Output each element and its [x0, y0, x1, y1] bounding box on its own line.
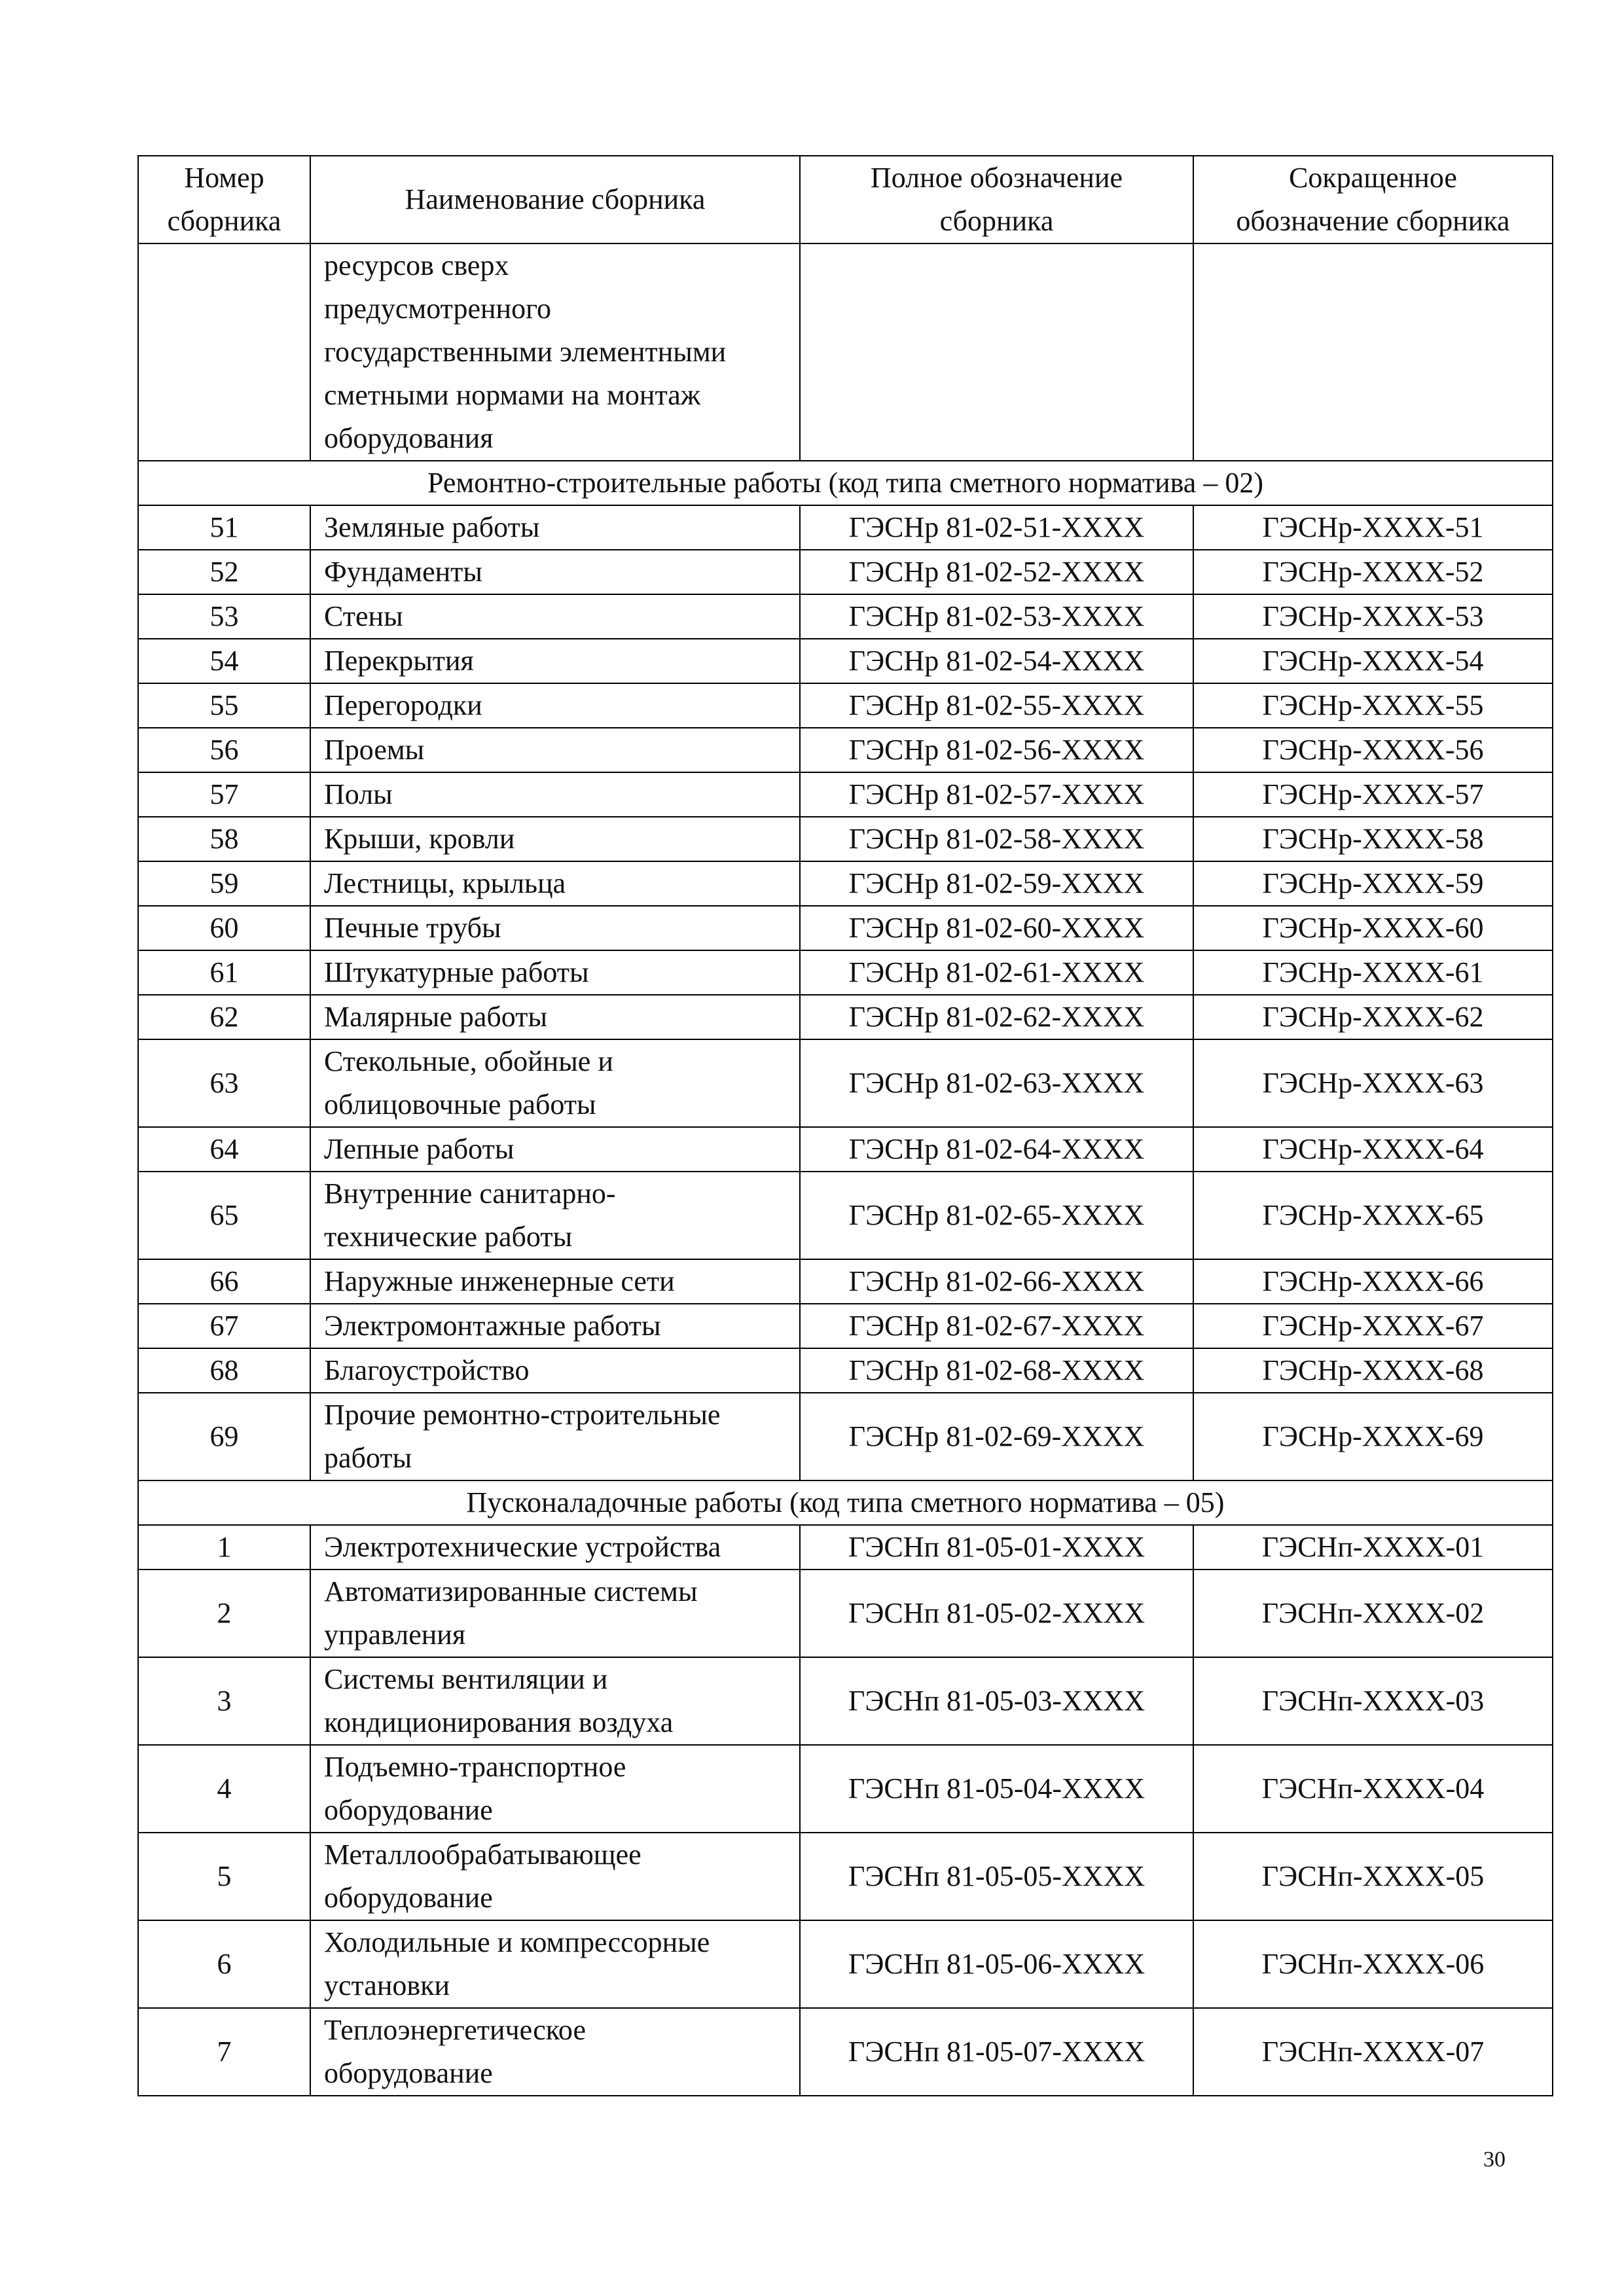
- table-row: [138, 1304, 1553, 1348]
- cell-short-designation: ГЭСНр-ХХХХ-60: [1193, 906, 1553, 950]
- cell-full-designation: [800, 243, 1193, 461]
- table-row: [138, 995, 1553, 1039]
- cell-short-designation: ГЭСНр-ХХХХ-51: [1193, 505, 1553, 550]
- cell-number: 63: [138, 1039, 310, 1127]
- cell-number: 67: [138, 1304, 310, 1348]
- cell-full-designation: ГЭСНр 81-02-63-ХХХХ: [800, 1039, 1193, 1127]
- cell-short-designation: ГЭСНр-ХХХХ-54: [1193, 639, 1553, 683]
- cell-name: Электротехнические устройства: [310, 1525, 800, 1570]
- cell-short-designation: ГЭСНр-ХХХХ-52: [1193, 550, 1553, 594]
- cell-name: Системы вентиляции и кондиционирования воздуха: [310, 1657, 800, 1745]
- table-row: [138, 1039, 1553, 1127]
- table-row: [138, 1127, 1553, 1172]
- table-row: [138, 772, 1553, 817]
- cell-full-designation: ГЭСНп 81-05-03-ХХХХ: [800, 1657, 1193, 1745]
- cell-short-designation: ГЭСНр-ХХХХ-66: [1193, 1259, 1553, 1304]
- cell-full-designation: ГЭСНр 81-02-58-ХХХХ: [800, 817, 1193, 861]
- cell-short-designation: ГЭСНп-ХХХХ-02: [1193, 1570, 1553, 1657]
- cell-short-designation: ГЭСНр-ХХХХ-56: [1193, 728, 1553, 772]
- cell-short-designation: ГЭСНр-ХХХХ-64: [1193, 1127, 1553, 1172]
- cell-number: 69: [138, 1393, 310, 1480]
- cell-name: Проемы: [310, 728, 800, 772]
- cell-name: Наружные инженерные сети: [310, 1259, 800, 1304]
- cell-full-designation: ГЭСНп 81-05-06-ХХХХ: [800, 1920, 1193, 2008]
- cell-number: 56: [138, 728, 310, 772]
- cell-short-designation: ГЭСНр-ХХХХ-57: [1193, 772, 1553, 817]
- cell-number: 65: [138, 1172, 310, 1259]
- table-row: [138, 1259, 1553, 1304]
- cell-number: 3: [138, 1657, 310, 1745]
- section-heading-row: [138, 461, 1553, 505]
- cell-full-designation: ГЭСНр 81-02-53-ХХХХ: [800, 594, 1193, 639]
- cell-short-designation: ГЭСНп-ХХХХ-03: [1193, 1657, 1553, 1745]
- cell-full-designation: ГЭСНп 81-05-05-ХХХХ: [800, 1833, 1193, 1920]
- table-row: [138, 1348, 1553, 1393]
- cell-full-designation: ГЭСНр 81-02-64-ХХХХ: [800, 1127, 1193, 1172]
- cell-number: 64: [138, 1127, 310, 1172]
- table-row: [138, 683, 1553, 728]
- cell-name: Лепные работы: [310, 1127, 800, 1172]
- section-title: Ремонтно-строительные работы (код типа сметного норматива – 02): [138, 461, 1553, 505]
- cell-short-designation: ГЭСНр-ХХХХ-67: [1193, 1304, 1553, 1348]
- table-row: [138, 1920, 1553, 2008]
- cell-full-designation: ГЭСНр 81-02-67-ХХХХ: [800, 1304, 1193, 1348]
- cell-number: 2: [138, 1570, 310, 1657]
- table-row: [138, 1745, 1553, 1833]
- table-row: [138, 861, 1553, 906]
- cell-name: Печные трубы: [310, 906, 800, 950]
- cell-full-designation: ГЭСНп 81-05-04-ХХХХ: [800, 1745, 1193, 1833]
- cell-name: Перекрытия: [310, 639, 800, 683]
- cell-name: Стены: [310, 594, 800, 639]
- cell-number: 57: [138, 772, 310, 817]
- cell-full-designation: ГЭСНр 81-02-59-ХХХХ: [800, 861, 1193, 906]
- cell-full-designation: ГЭСНп 81-05-07-ХХХХ: [800, 2008, 1193, 2096]
- cell-number: 53: [138, 594, 310, 639]
- table-row: [138, 2008, 1553, 2096]
- cell-full-designation: ГЭСНр 81-02-66-ХХХХ: [800, 1259, 1193, 1304]
- cell-name: Благоустройство: [310, 1348, 800, 1393]
- cell-full-designation: ГЭСНр 81-02-51-ХХХХ: [800, 505, 1193, 550]
- cell-short-designation: [1193, 243, 1553, 461]
- cell-name: Металлообрабатывающее оборудование: [310, 1833, 800, 1920]
- cell-number: 7: [138, 2008, 310, 2096]
- cell-short-designation: ГЭСНп-ХХХХ-07: [1193, 2008, 1553, 2096]
- table-row: [138, 817, 1553, 861]
- table-row: [138, 505, 1553, 550]
- cell-name: Земляные работы: [310, 505, 800, 550]
- cell-short-designation: ГЭСНр-ХХХХ-53: [1193, 594, 1553, 639]
- cell-full-designation: ГЭСНр 81-02-56-ХХХХ: [800, 728, 1193, 772]
- cell-full-designation: ГЭСНр 81-02-61-ХХХХ: [800, 950, 1193, 995]
- table-row: [138, 1525, 1553, 1570]
- cell-full-designation: ГЭСНп 81-05-01-ХХХХ: [800, 1525, 1193, 1570]
- cell-name: Холодильные и компрессорные установки: [310, 1920, 800, 2008]
- cell-number: 58: [138, 817, 310, 861]
- table-body: [138, 243, 1553, 2096]
- table-row: [138, 950, 1553, 995]
- table-row: [138, 550, 1553, 594]
- cell-number: 60: [138, 906, 310, 950]
- cell-full-designation: ГЭСНр 81-02-54-ХХХХ: [800, 639, 1193, 683]
- continuation-row: [138, 243, 1553, 461]
- cell-short-designation: ГЭСНп-ХХХХ-06: [1193, 1920, 1553, 2008]
- cell-name: Стекольные, обойные и облицовочные работы: [310, 1039, 800, 1127]
- cell-name: Фундаменты: [310, 550, 800, 594]
- cell-full-designation: ГЭСНр 81-02-60-ХХХХ: [800, 906, 1193, 950]
- cell-name: Полы: [310, 772, 800, 817]
- cell-number: 55: [138, 683, 310, 728]
- cell-number: 4: [138, 1745, 310, 1833]
- table-row: [138, 728, 1553, 772]
- cell-short-designation: ГЭСНр-ХХХХ-59: [1193, 861, 1553, 906]
- cell-full-designation: ГЭСНр 81-02-57-ХХХХ: [800, 772, 1193, 817]
- header-short-designation: Сокращенное обозначение сборника: [1193, 156, 1553, 243]
- cell-name: Автоматизированные системы управления: [310, 1570, 800, 1657]
- cell-name: Перегородки: [310, 683, 800, 728]
- cell-name: Внутренние санитарно- технические работы: [310, 1172, 800, 1259]
- cell-short-designation: ГЭСНп-ХХХХ-01: [1193, 1525, 1553, 1570]
- cell-short-designation: ГЭСНр-ХХХХ-63: [1193, 1039, 1553, 1127]
- cell-short-designation: ГЭСНр-ХХХХ-61: [1193, 950, 1553, 995]
- cell-short-designation: ГЭСНр-ХХХХ-62: [1193, 995, 1553, 1039]
- cell-full-designation: ГЭСНп 81-05-02-ХХХХ: [800, 1570, 1193, 1657]
- cell-number: [138, 243, 310, 461]
- table-row: [138, 906, 1553, 950]
- section-heading-row: [138, 1480, 1553, 1525]
- header-collection-number: Номер сборника: [138, 156, 310, 243]
- cell-short-designation: ГЭСНп-ХХХХ-04: [1193, 1745, 1553, 1833]
- cell-number: 59: [138, 861, 310, 906]
- cell-name: Прочие ремонтно-строительные работы: [310, 1393, 800, 1480]
- cell-name: Лестницы, крыльца: [310, 861, 800, 906]
- table-row: [138, 1657, 1553, 1745]
- cell-number: 61: [138, 950, 310, 995]
- cell-number: 62: [138, 995, 310, 1039]
- table-row: [138, 1393, 1553, 1480]
- cell-number: 52: [138, 550, 310, 594]
- section-title: Пусконаладочные работы (код типа сметного норматива – 05): [138, 1480, 1553, 1525]
- cell-name: Малярные работы: [310, 995, 800, 1039]
- cell-full-designation: ГЭСНр 81-02-62-ХХХХ: [800, 995, 1193, 1039]
- cell-short-designation: ГЭСНр-ХХХХ-69: [1193, 1393, 1553, 1480]
- cell-number: 1: [138, 1525, 310, 1570]
- cell-name: Штукатурные работы: [310, 950, 800, 995]
- cell-full-designation: ГЭСНр 81-02-68-ХХХХ: [800, 1348, 1193, 1393]
- cell-short-designation: ГЭСНр-ХХХХ-68: [1193, 1348, 1553, 1393]
- cell-short-designation: ГЭСНр-ХХХХ-65: [1193, 1172, 1553, 1259]
- cell-name: Подъемно-транспортное оборудование: [310, 1745, 800, 1833]
- cell-name: Электромонтажные работы: [310, 1304, 800, 1348]
- cell-name: Теплоэнергетическое оборудование: [310, 2008, 800, 2096]
- table-header-row: [138, 156, 1553, 243]
- cell-full-designation: ГЭСНр 81-02-65-ХХХХ: [800, 1172, 1193, 1259]
- cell-full-designation: ГЭСНр 81-02-52-ХХХХ: [800, 550, 1193, 594]
- cell-number: 54: [138, 639, 310, 683]
- table-row: [138, 1172, 1553, 1259]
- cell-number: 66: [138, 1259, 310, 1304]
- table-row: [138, 594, 1553, 639]
- cell-name: ресурсов сверх предусмотренного государственными элементными сметными нормами на монтаж оборудования: [310, 243, 800, 461]
- table-row: [138, 1570, 1553, 1657]
- header-collection-name: Наименование сборника: [310, 156, 800, 243]
- cell-short-designation: ГЭСНр-ХХХХ-55: [1193, 683, 1553, 728]
- page-number: 30: [1483, 2147, 1506, 2172]
- cell-number: 6: [138, 1920, 310, 2008]
- cell-full-designation: ГЭСНр 81-02-69-ХХХХ: [800, 1393, 1193, 1480]
- cell-full-designation: ГЭСНр 81-02-55-ХХХХ: [800, 683, 1193, 728]
- estimate-collections-table: [137, 155, 1553, 2096]
- cell-short-designation: ГЭСНр-ХХХХ-58: [1193, 817, 1553, 861]
- cell-number: 51: [138, 505, 310, 550]
- cell-name: Крыши, кровли: [310, 817, 800, 861]
- cell-short-designation: ГЭСНп-ХХХХ-05: [1193, 1833, 1553, 1920]
- table-row: [138, 1833, 1553, 1920]
- table-row: [138, 639, 1553, 683]
- cell-number: 68: [138, 1348, 310, 1393]
- cell-number: 5: [138, 1833, 310, 1920]
- header-full-designation: Полное обозначение сборника: [800, 156, 1193, 243]
